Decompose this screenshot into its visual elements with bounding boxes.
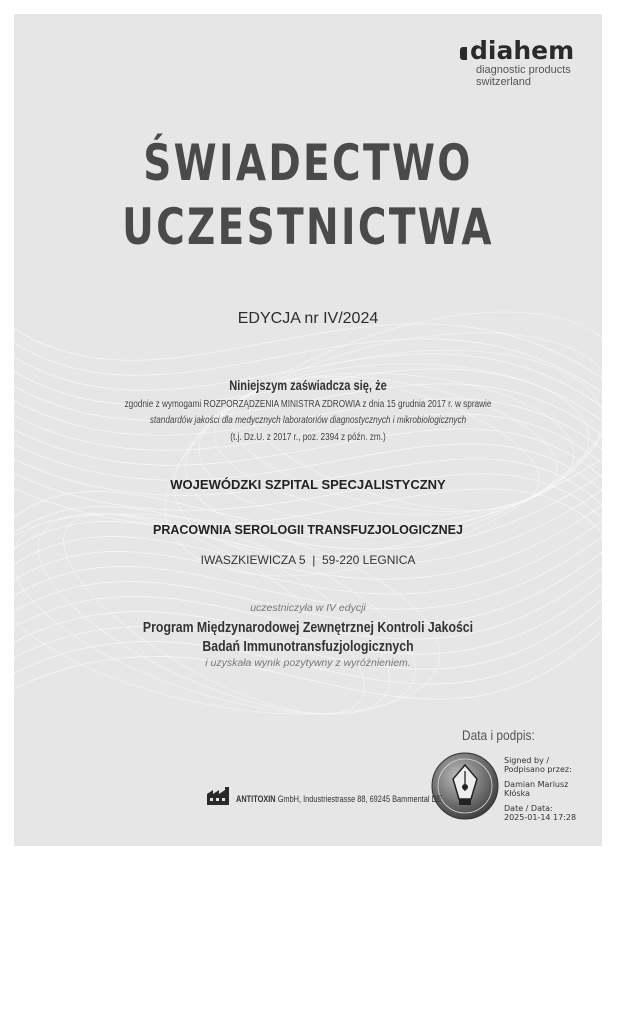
- manufacturer-street: GmbH, Industriestrasse 88, 69245 Bammental DE: [275, 794, 442, 804]
- logo-tagline-1: diagnostic products: [476, 64, 571, 76]
- date-label: Date / Data:: [504, 804, 553, 813]
- pen-nib-seal-icon: [430, 751, 500, 821]
- factory-icon: [206, 786, 232, 806]
- laboratory-name: PRACOWNIA SEROLOGII TRANSFUZJOLOGICZNEJ: [153, 523, 463, 537]
- program-name-line-2: Badań Immunotransfuzjologicznych: [202, 638, 414, 655]
- manufacturer-address: [236, 794, 442, 804]
- hospital-name: WOJEWÓDZKI SZPITAL SPECJALISTYCZNY: [170, 477, 446, 492]
- statement-lead: Niniejszym zaświadcza się, że: [229, 378, 387, 393]
- signature-date: 2025-01-14 17:28: [504, 813, 577, 822]
- digital-signature-info: [504, 756, 576, 822]
- statement-line-2: standardów jakości dla medycznych laboratoriów diagnostycznych i mikrobiologicznych: [149, 415, 467, 426]
- certificate-sheet: [14, 14, 602, 846]
- date-signature-label: Data i podpis:: [462, 727, 535, 743]
- logo-mark-icon: [460, 47, 467, 60]
- edition-number: EDYCJA nr IV/2024: [237, 310, 379, 327]
- signer-first-name: Damian Mariusz: [504, 780, 569, 789]
- participation-note: uczestniczyła w IV edycji: [250, 602, 366, 614]
- statement-line-3: (t.j. Dz.U. z 2017 r., poz. 2394 z późn. zm.): [230, 432, 386, 443]
- logo-tagline-2: switzerland: [476, 76, 532, 88]
- certificate-title-line-2: UCZESTNICTWA: [122, 198, 494, 256]
- certificate-title-line-1: ŚWIADECTWO: [143, 134, 473, 192]
- logo-wordmark: diahem: [470, 36, 575, 65]
- institution-address: IWASZKIEWICZA 5 | 59-220 LEGNICA: [200, 553, 416, 567]
- statement-line-1: zgodnie z wymogami ROZPORZĄDZENIA MINISTRA ZDROWIA z dnia 15 grudnia 2017 r. w sprawie: [124, 399, 492, 410]
- signer-last-name: Kłóska: [504, 789, 530, 798]
- program-name-line-1: Program Międzynarodowej Zewnętrznej Kontroli Jakości: [142, 619, 474, 636]
- diahem-logo: [460, 38, 600, 88]
- manufacturer-name: ANTITOXIN: [236, 794, 276, 804]
- result-note: i uzyskała wynik pozytywny z wyróżnieniem.: [205, 657, 411, 669]
- signed-by-label-pl: Podpisano przez:: [504, 765, 572, 774]
- signed-by-label: Signed by /: [504, 756, 550, 765]
